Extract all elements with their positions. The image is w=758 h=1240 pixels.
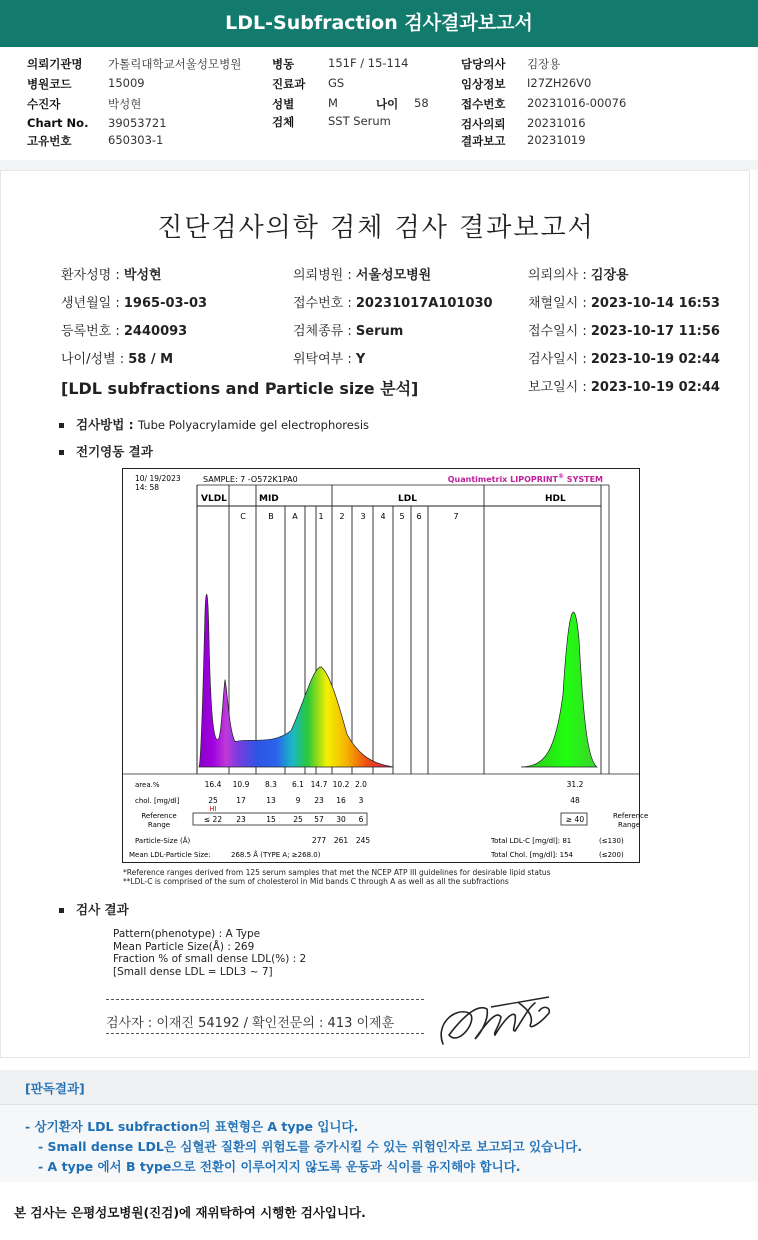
info-registration: 등록번호 : 2440093: [61, 324, 188, 339]
chol-value: 48: [570, 796, 580, 805]
band-label-B: B: [268, 512, 274, 521]
chart-date: 10/ 19/2023: [135, 474, 181, 483]
band-label-2: 2: [339, 512, 345, 521]
meta-label: 결과보고: [461, 134, 506, 148]
result-block: [113, 928, 306, 978]
ref-value: 15: [266, 815, 276, 824]
info-specimen: 검체종류 : Serum: [293, 324, 404, 339]
meta-value: 20231016: [527, 116, 586, 130]
group-hdl: HDL: [545, 494, 566, 504]
ref-value: 25: [293, 815, 303, 824]
result-line: [Small dense LDL = LDL3 ~ 7]: [113, 965, 273, 978]
interpretation-line: - Small dense LDL은 심혈관 질환의 위험도를 증가시킬 수 있는 위험인자로 보고되고 있습니다.: [38, 1139, 583, 1154]
interpretation-body: [0, 1104, 758, 1182]
info-doctor: 의뢰의사 : 김장용: [528, 268, 629, 283]
ref-value: 6: [358, 815, 364, 824]
footnote-1: *Reference ranges derived from 125 serum samples that met the NCEP ATP III guidelines for desirable lipid status: [123, 868, 551, 877]
group-vldl: VLDL: [201, 494, 227, 504]
area-value: 10.9: [232, 780, 250, 789]
row-psize-label: Particle-Size (Å): [135, 837, 191, 845]
ref-value: 57: [314, 815, 324, 824]
chol-value: 17: [236, 796, 246, 805]
meta-label: Chart No.: [27, 116, 89, 130]
meta-value: 39053721: [108, 116, 167, 130]
band-label-C: C: [240, 512, 246, 521]
hdl-peak-area: [521, 612, 597, 767]
total-ldl: Total LDL-C [mg/dl]: 81: [491, 837, 572, 845]
result-line: Fraction % of small dense LDL(%) : 2: [113, 953, 307, 965]
band-label-5: 5: [399, 512, 405, 521]
meta-value: I27ZH26V0: [527, 76, 592, 90]
inner-report-title: 진단검사의학 검체 검사 결과보고서: [157, 213, 595, 243]
chol-value: 3: [358, 796, 364, 805]
chol-value: 25: [208, 796, 218, 805]
interpretation-heading: [판독결과]: [0, 1070, 758, 1104]
info-hospital: 의뢰병원 : 서울성모병원: [293, 268, 432, 283]
meta-label: 담당의사: [461, 57, 506, 71]
info-received: 접수일시 : 2023-10-17 11:56: [528, 324, 720, 339]
footer-note: 본 검사는 은평성모병원(진검)에 재위탁하여 시행한 검사입니다.: [14, 1205, 366, 1220]
chol-value: 16: [336, 796, 346, 805]
total-chol: Total Chol. [mg/dl]: 154: [491, 851, 573, 859]
info-receipt-no: 접수번호 : 20231017A101030: [293, 296, 493, 311]
hdl-ref-label-1: Reference: [613, 812, 649, 820]
hdl-ref-label-2: Range: [618, 821, 641, 829]
row-area-label: area.%: [135, 781, 160, 789]
info-reported: 보고일시 : 2023-10-19 02:44: [528, 380, 720, 395]
meta-label: 나이: [376, 97, 399, 111]
section-separator: [0, 160, 758, 170]
chol-value: 9: [295, 796, 301, 805]
meta-value: 김장용: [527, 57, 561, 71]
meta-value: 650303-1: [108, 133, 164, 147]
dashed-rule: [106, 1033, 424, 1034]
analysis-subtitle: [LDL subfractions and Particle size 분석]: [61, 379, 419, 398]
mean-size-value: 268.5 Å (TYPE A; ≥268.0): [231, 851, 321, 859]
meta-label: 성별: [272, 97, 295, 111]
particle-size-value: 277: [311, 836, 327, 845]
meta-label: 진료과: [272, 77, 306, 91]
hi-flag: HI: [209, 805, 217, 813]
interpretation-line: - A type 에서 B type으로 전환이 이루어지지 않도록 운동과 식이를 유지해야 합니다.: [38, 1159, 521, 1174]
area-value: 8.3: [265, 780, 277, 789]
interpretation-line: - 상기환자 LDL subfraction의 표현형은 A type 입니다.: [25, 1119, 359, 1134]
info-collected: 채혈일시 : 2023-10-14 16:53: [528, 296, 720, 311]
ldl-spectrum-area: [199, 594, 393, 767]
row-chol-label: chol. [mg/dl]: [135, 797, 180, 805]
info-outsourced: 위탁여부 : Y: [293, 352, 366, 367]
area-value: 2.0: [355, 780, 367, 789]
footnote-2: **LDL-C is comprised of the sum of cholesterol in Mid bands C through A as well as all the subfractions: [123, 877, 509, 886]
area-value: 14.7: [310, 780, 328, 789]
meta-label: 접수번호: [461, 97, 506, 111]
meta-value: SST Serum: [328, 114, 391, 128]
meta-label: 검체: [272, 115, 295, 129]
meta-label: 검사의뢰: [461, 117, 506, 131]
meta-value: GS: [328, 76, 345, 90]
chol-value: 13: [266, 796, 276, 805]
meta-label: 수진자: [27, 97, 61, 111]
meta-value: 151F / 15-114: [328, 56, 409, 70]
group-mid: MID: [259, 494, 279, 504]
lipoprint-chart: [122, 468, 649, 863]
electrophoresis-heading: 전기영동 결과: [59, 442, 153, 460]
area-value: 10.2: [332, 780, 350, 789]
info-patient-name: 환자성명 : 박성현: [61, 268, 162, 283]
area-value: 31.2: [566, 780, 584, 789]
band-label-A: A: [292, 512, 298, 521]
report-title: LDL-Subfraction 검사결과보고서: [0, 0, 758, 47]
patient-meta: [0, 56, 758, 156]
ref-value: ≥ 40: [565, 815, 585, 824]
particle-size-value: 245: [355, 836, 371, 845]
info-birthdate: 생년월일 : 1965-03-03: [61, 296, 208, 311]
total-ldl-ref: (≤130): [599, 837, 624, 845]
chart-time: 14: 58: [135, 483, 159, 492]
meta-label: 고유번호: [27, 134, 72, 148]
area-value: 16.4: [204, 780, 222, 789]
info-tested: 검사일시 : 2023-10-19 02:44: [528, 352, 720, 367]
scanned-report: [0, 170, 750, 1058]
meta-value: M: [328, 96, 338, 110]
meta-value: 20231016-00076: [527, 96, 627, 110]
mean-size-label: Mean LDL-Particle Size:: [129, 851, 211, 859]
band-label-4: 4: [380, 512, 386, 521]
meta-label: 의뢰기관명: [27, 57, 83, 71]
chart-sample: SAMPLE: 7 -O572K1PA0: [203, 475, 298, 484]
method-line: 검사방법 : Tube Polyacrylamide gel electrophoresis: [59, 415, 369, 433]
chart-brand: Quantimetrix LIPOPRINT® SYSTEM: [447, 473, 603, 484]
dashed-rule: [106, 999, 424, 1000]
meta-value: 박성현: [108, 97, 142, 111]
group-ldl: LDL: [398, 494, 417, 504]
result-heading: 검사 결과: [59, 900, 129, 918]
meta-value: 가톨릭대학교서울성모병원: [108, 57, 242, 71]
meta-label: 병동: [272, 57, 295, 71]
info-age-sex: 나이/성별 : 58 / M: [61, 352, 174, 367]
ref-value: 30: [336, 815, 346, 824]
result-line: Mean Particle Size(Å) : 269: [113, 940, 255, 953]
examiner-line: 검사자 : 이재진 54192 / 확인전문의 : 413 이제훈: [106, 1016, 395, 1031]
meta-value: 58: [414, 96, 429, 110]
area-value: 6.1: [292, 780, 304, 789]
ref-value: 23: [236, 815, 246, 824]
row-ref-label-1: Reference: [141, 812, 177, 820]
meta-label: 임상정보: [461, 77, 506, 91]
band-label-3: 3: [360, 512, 366, 521]
ref-value: ≤ 22: [203, 815, 223, 824]
signature-image: [431, 989, 571, 1059]
band-label-6: 6: [416, 512, 422, 521]
band-label-7: 7: [453, 512, 459, 521]
particle-size-value: 261: [333, 836, 349, 845]
band-label-1: 1: [318, 512, 324, 521]
meta-value: 15009: [108, 76, 145, 90]
result-line: Pattern(phenotype) : A Type: [113, 928, 261, 940]
total-chol-ref: (≤200): [599, 851, 624, 859]
meta-value: 20231019: [527, 133, 586, 147]
chol-value: 23: [314, 796, 324, 805]
meta-label: 병원코드: [27, 77, 72, 91]
row-ref-label-2: Range: [147, 821, 171, 829]
